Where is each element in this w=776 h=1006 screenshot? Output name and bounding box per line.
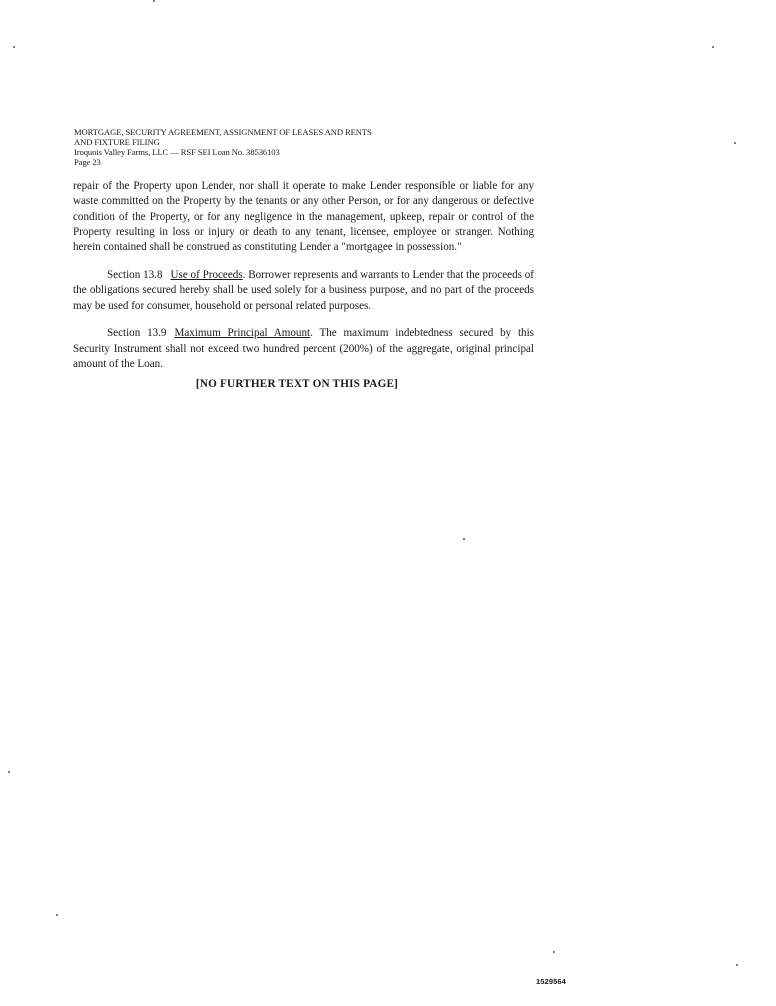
- paragraph-continuation: repair of the Property upon Lender, nor shall it operate to make Lender responsible or liable for any waste committed on the Property by the tenants or any other Person, or for any dangerous or defective condition of the Property, or for any negligence in the management, upkeep, repair or control of the Property resulting in loss or injury or death to any tenant, licensee, employee or stranger. Nothing herein contained shall be construed as constituting Lender a "mortgagee in possession.": [73, 180, 534, 254]
- document-body: [73, 179, 534, 372]
- section-13-9-label: Section 13.9: [107, 327, 167, 340]
- header-title-line-2: AND FIXTURE FILING: [74, 137, 160, 147]
- section-13-9-text: . The maximum indebtedness secured by this Security Instrument shall not exceed two hundred percent (200%) of the aggregate, original principal amount of the Loan.: [73, 327, 534, 370]
- section-13-8-label: Section 13.8: [107, 268, 163, 281]
- header-loan-line: Iroquois Valley Farms, LLC — RSF SEI Loan No. 38536103: [74, 147, 280, 157]
- document-header: [74, 127, 534, 167]
- section-13-8-text: . Borrower represents and warrants to Lender that the proceeds of the obligations secured hereby shall be used solely for a business purpose, and no part of the proceeds may be used for consumer, household or personal related purposes.: [73, 268, 534, 312]
- scan-speck: [553, 951, 555, 953]
- scan-speck: [734, 142, 736, 144]
- scan-speck: [56, 914, 58, 916]
- bates-number: 1529564: [536, 977, 566, 986]
- no-further-text-notice: [NO FURTHER TEXT ON THIS PAGE]: [195, 378, 399, 390]
- header-title-line-1: MORTGAGE, SECURITY AGREEMENT, ASSIGNMENT OF LEASES AND RENTS: [74, 127, 372, 137]
- header-page-number: Page 23: [74, 157, 101, 167]
- scan-speck: [13, 46, 15, 48]
- section-13-8-title: Use of Proceeds: [170, 268, 243, 281]
- section-13-9: [73, 326, 534, 372]
- scan-speck: [463, 538, 465, 540]
- scan-speck: [8, 771, 10, 773]
- scan-speck: [153, 0, 155, 2]
- scan-speck: [712, 46, 714, 48]
- scan-speck: [736, 964, 738, 966]
- section-13-9-title: Maximum Principal Amount: [174, 327, 311, 340]
- section-13-8: [73, 268, 534, 314]
